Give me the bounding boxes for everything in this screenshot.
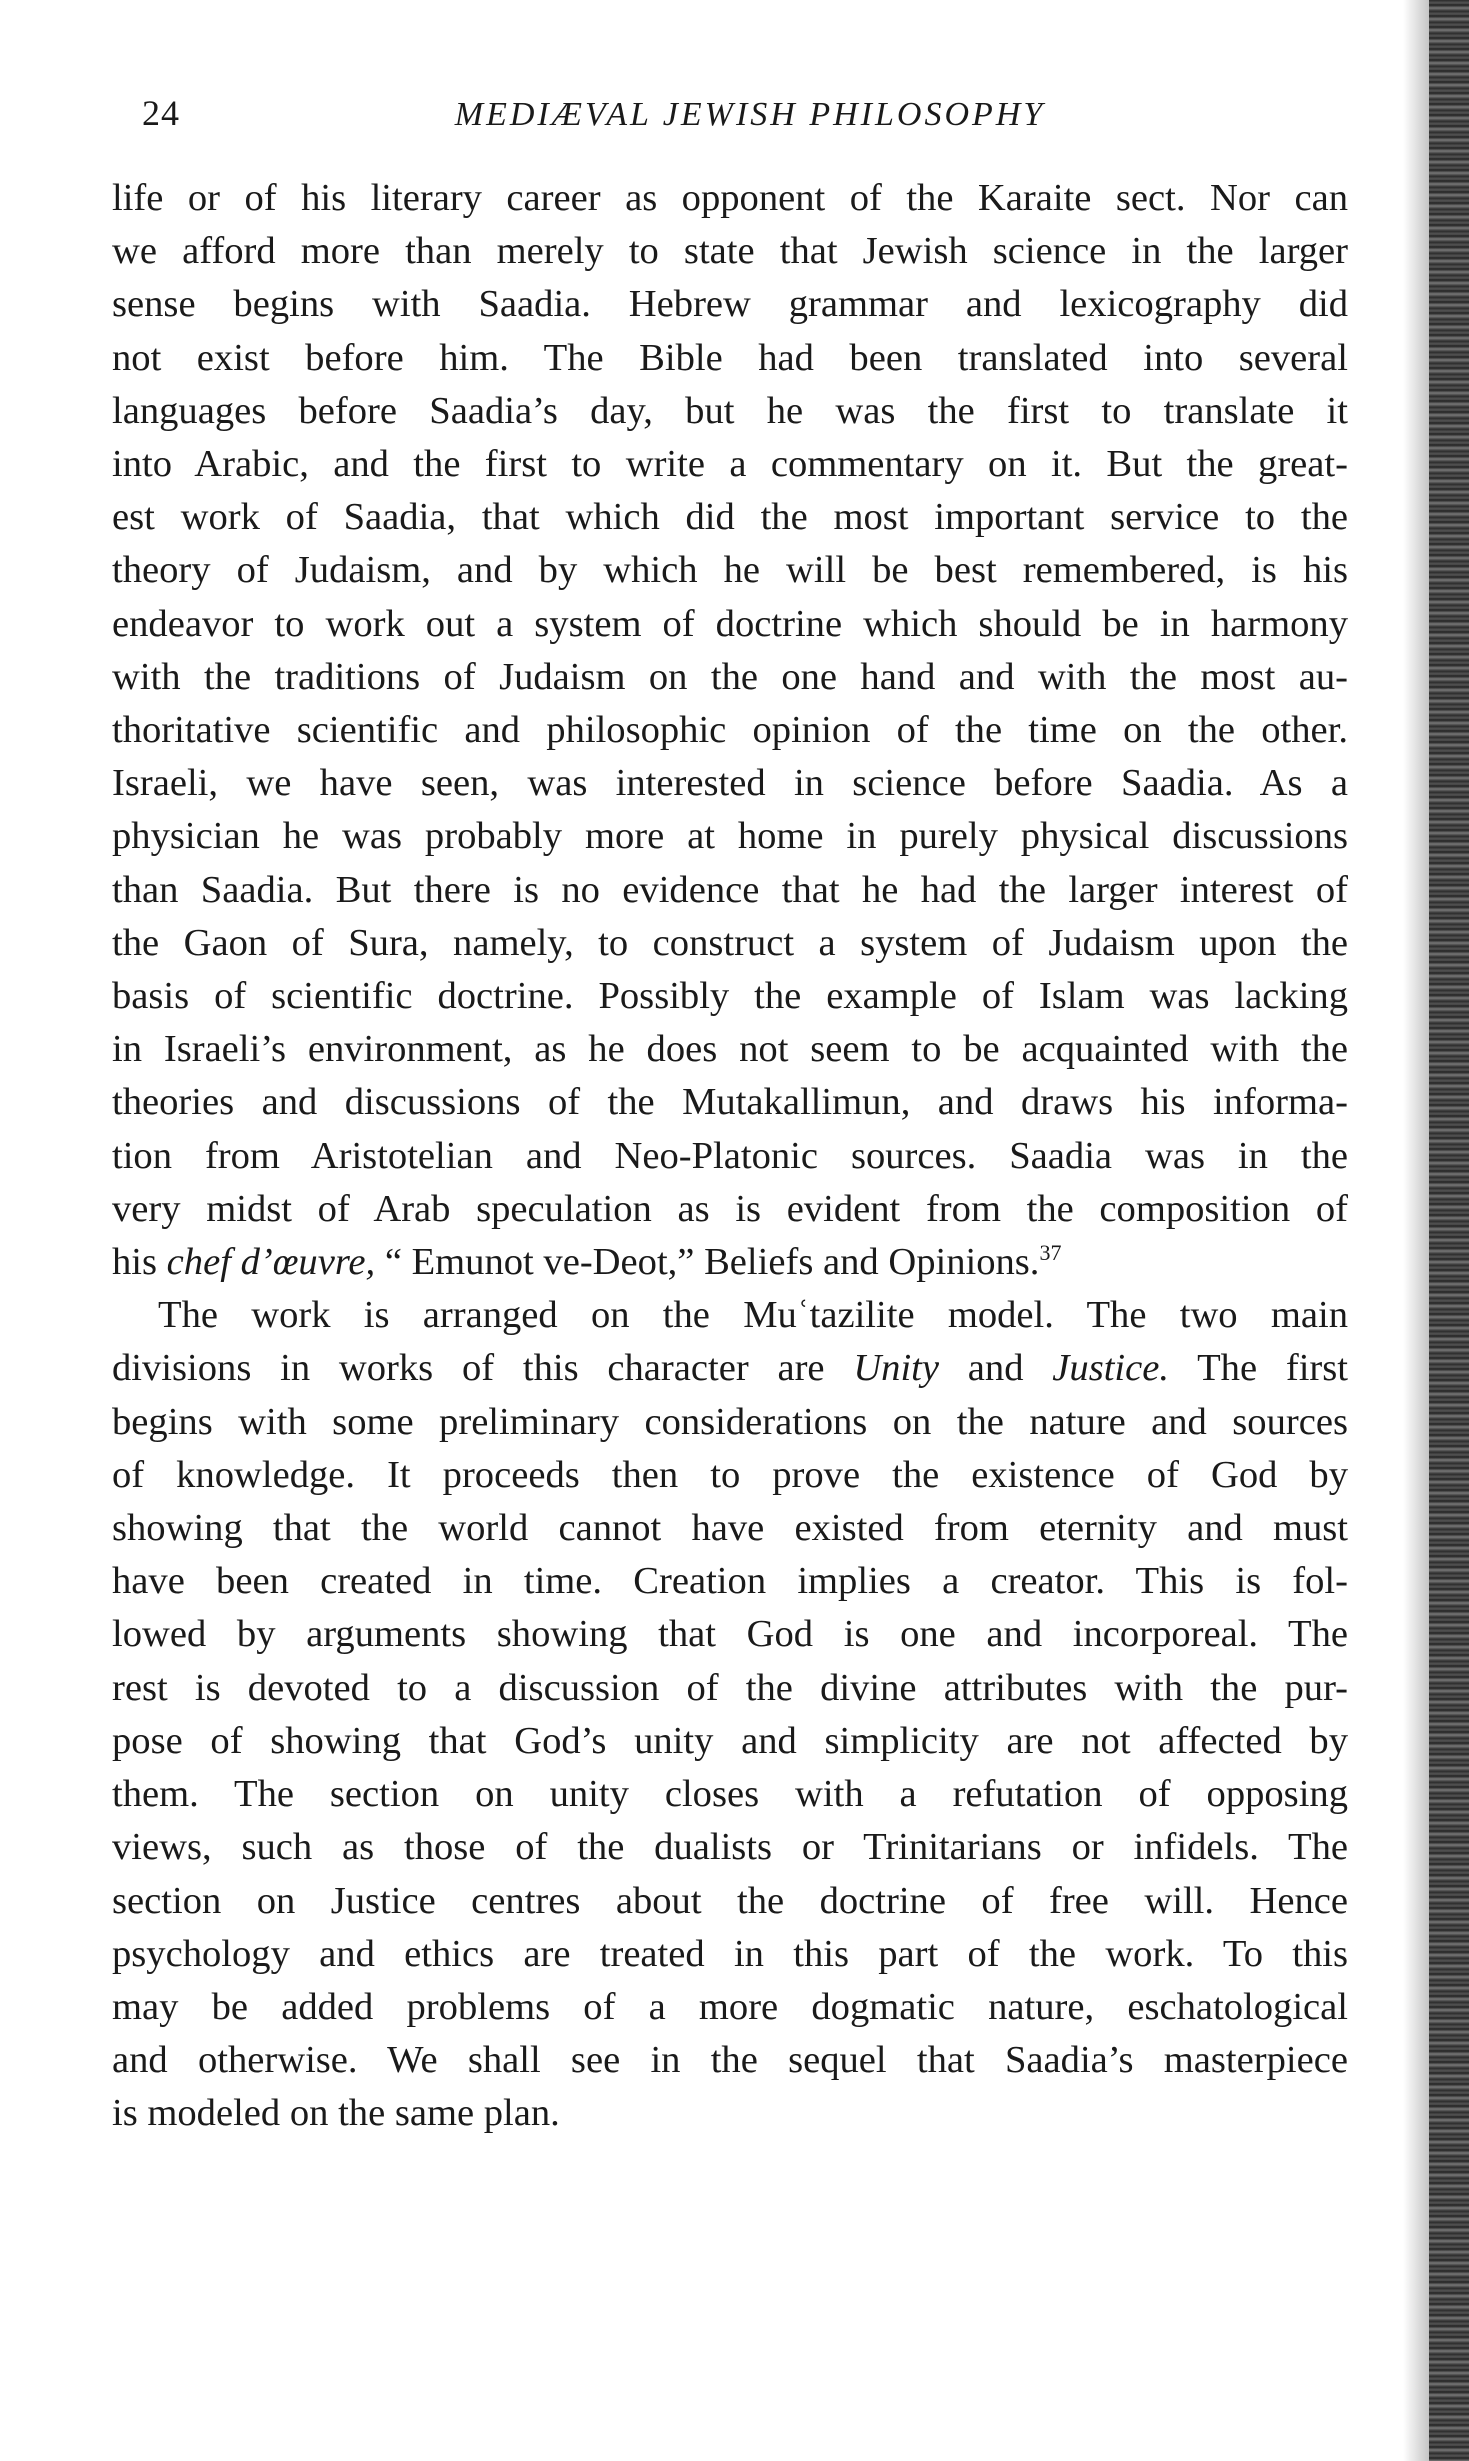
running-head-title: MEDIÆVAL JEWISH PHILOSOPHY (454, 96, 1046, 133)
page-number: 24 (142, 93, 180, 133)
text-fragment: The first (1169, 1347, 1349, 1390)
text-line: of knowledge. It proceeds then to prove the existence of God by (112, 1453, 1348, 1496)
italic-term-justice: Justice. (1052, 1347, 1170, 1390)
italic-term-unity: Unity (853, 1347, 940, 1390)
text-line: have been created in time. Creation implies a creator. This is fol- (112, 1560, 1348, 1603)
text-line: and otherwise. We shall see in the sequel that Saadia’s masterpiece (112, 2039, 1348, 2082)
page-edge-binding (1429, 0, 1469, 2461)
text-line: rest is devoted to a discussion of the divine attributes with the pur- (112, 1666, 1348, 1709)
text-line: them. The section on unity closes with a refutation of opposing (112, 1773, 1348, 1816)
text-line (112, 1342, 1348, 1395)
text-line: theories and discussions of the Mutakallimun, and draws his informa- (112, 1081, 1348, 1124)
text-line: physician he was probably more at home in purely physical discussions (112, 815, 1348, 858)
text-line: showing that the world cannot have existed from eternity and must (112, 1507, 1348, 1550)
body-text (112, 172, 1348, 2141)
text-fragment: divisions in works of this character are (112, 1347, 854, 1390)
text-line: very midst of Arab speculation as is evident from the composition of (112, 1187, 1348, 1230)
text-line: the Gaon of Sura, namely, to construct a system of Judaism upon the (112, 921, 1348, 964)
paragraph-2 (112, 1289, 1348, 2140)
text-line-last (112, 1236, 1348, 1289)
italic-phrase: chef d’œuvre, (166, 1241, 376, 1284)
text-line: life or of his literary career as opponent of the Karaite sect. Nor can (112, 177, 1348, 219)
text-line: views, such as those of the dualists or Trinitarians or infidels. The (112, 1826, 1348, 1869)
text-line: may be added problems of a more dogmatic nature, eschatological (112, 1985, 1348, 2028)
text-line: than Saadia. But there is no evidence that he had the larger interest of (112, 868, 1348, 911)
text-line: we afford more than merely to state that Jewish science in the larger (112, 230, 1348, 273)
text-line: sense begins with Saadia. Hebrew grammar and lexicography did (112, 283, 1348, 326)
text-line: tion from Aristotelian and Neo-Platonic sources. Saadia was in the (112, 1134, 1348, 1177)
footnote-reference: 37 (1039, 1240, 1062, 1266)
text-line: not exist before him. The Bible had been translated into several (112, 336, 1348, 379)
text-line: section on Justice centres about the doctrine of free will. Hence (112, 1879, 1348, 1922)
text-line: Israeli, we have seen, was interested in science before Saadia. As a (112, 762, 1348, 805)
text-line: thoritative scientific and philosophic opinion of the time on the other. (112, 709, 1348, 752)
text-line: The work is arranged on the Muʿtazilite model. The two main (158, 1294, 1348, 1337)
text-fragment: his (112, 1241, 167, 1284)
text-line: pose of showing that God’s unity and simplicity are not affected by (112, 1719, 1348, 1762)
text-line: endeavor to work out a system of doctrine which should be in harmony (112, 602, 1348, 645)
text-fragment: and (939, 1347, 1053, 1390)
text-line: languages before Saadia’s day, but he was the first to translate it (112, 389, 1348, 432)
text-line: psychology and ethics are treated in this part of the work. To this (112, 1932, 1348, 1975)
text-line: lowed by arguments showing that God is one and incorporeal. The (112, 1613, 1348, 1656)
text-line: theory of Judaism, and by which he will be best remembered, is his (112, 549, 1348, 592)
text-fragment: “ Emunot ve-Deot,” Beliefs and Opinions. (375, 1241, 1040, 1284)
text-line: in Israeli’s environment, as he does not seem to be acquainted with the (112, 1028, 1348, 1071)
text-line: with the traditions of Judaism on the one hand and with the most au- (112, 655, 1348, 698)
text-line: into Arabic, and the first to write a commentary on it. But the great- (112, 443, 1348, 486)
text-line: begins with some preliminary considerations on the nature and sources (112, 1400, 1348, 1443)
text-line: est work of Saadia, that which did the most important service to the (112, 496, 1348, 539)
paragraph-1 (112, 172, 1348, 1289)
text-line-last: is modeled on the same plan. (112, 2092, 560, 2135)
text-line: basis of scientific doctrine. Possibly the example of Islam was lacking (112, 975, 1348, 1018)
page-edge-shadow (1403, 0, 1429, 2461)
